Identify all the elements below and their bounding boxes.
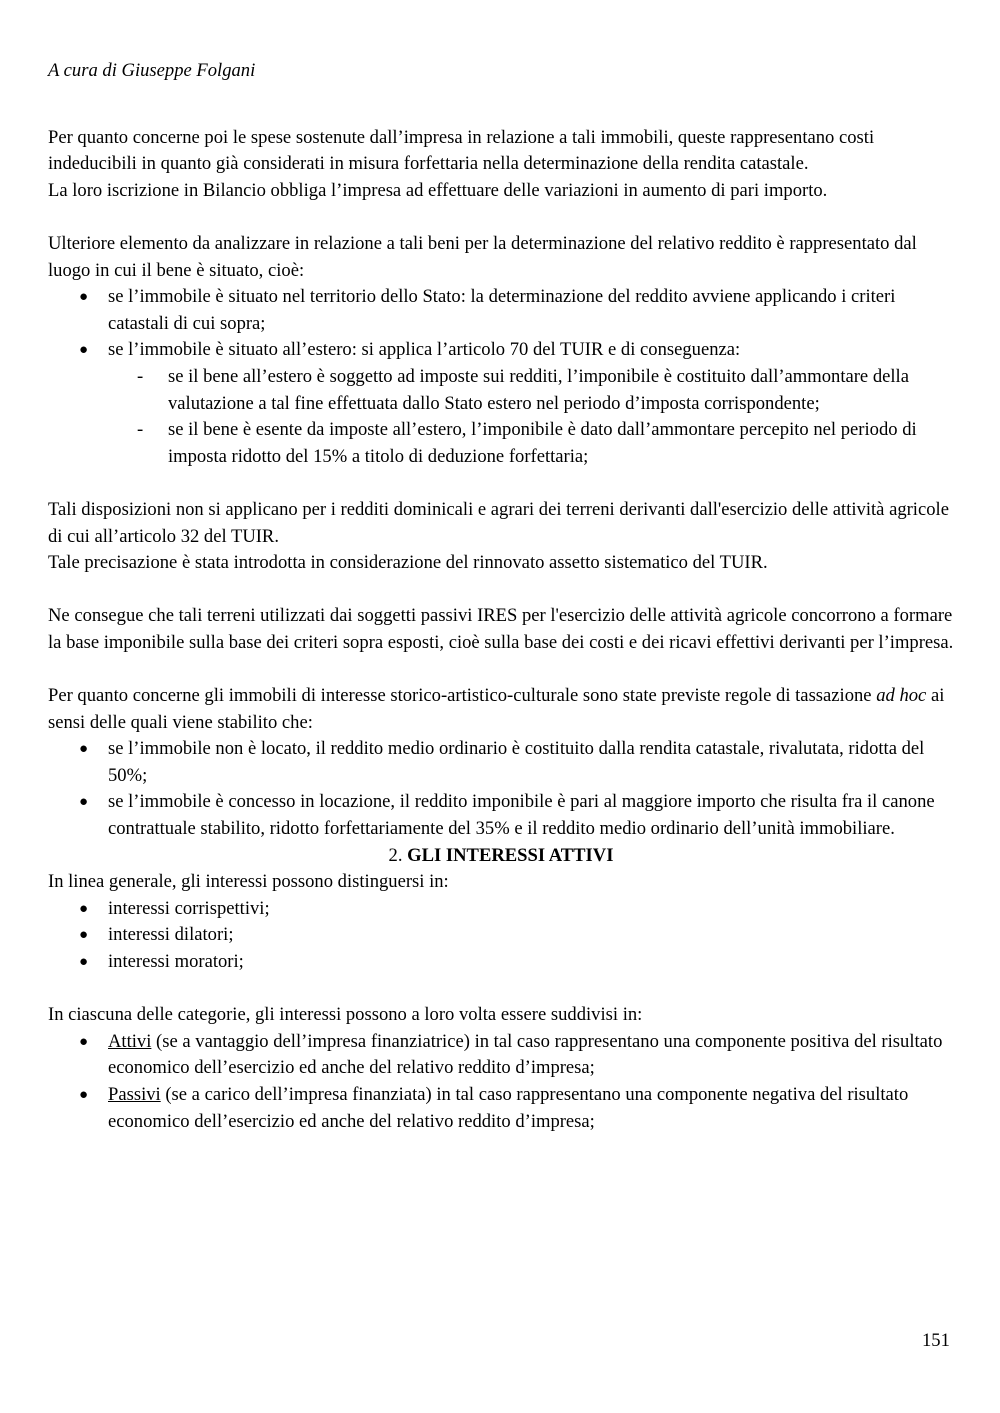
paragraph-categorie-intro: In ciascuna delle categorie, gli interessi possono a loro volta essere suddivisi in:: [48, 1004, 643, 1026]
text-attivi: (se a vantaggio dell’impresa finanziatrice) in tal caso rappresentano una componente positiva del risultato economico dell’esercizio ed anche del relativo reddito d’impresa;: [108, 1030, 943, 1079]
section-title: GLI INTERESSI ATTIVI: [407, 844, 614, 866]
storico-intro-text-1: Per quanto concerne gli immobili di interesse storico-artistico-culturale sono state previste regole di tassazione: [48, 685, 877, 707]
paragraph-storico-intro: [48, 683, 954, 736]
sublist-item-esente: - se il bene è esente da imposte all’estero, l’imponibile è dato dall’ammontare percepito nel periodo di imposta ridotto del 15% a titolo di deduzione forfettaria;: [168, 417, 954, 470]
author-header: A cura di Giuseppe Folgani: [48, 60, 256, 81]
storico-intro-text-2: ai sensi delle quali viene stabilito che:: [48, 685, 945, 733]
paragraph-disposizioni-1: Tali disposizioni non si applicano per i redditi dominicali e agrari dei terreni derivanti dall'esercizio delle attività agricole di cui all’articolo 32 del TUIR.: [48, 498, 949, 547]
document-page: [48, 58, 954, 1135]
storico-list: [48, 736, 954, 842]
list-item-passivi: [108, 1082, 954, 1135]
page-number: 151: [922, 1330, 950, 1351]
list-item: ● interessi dilatori;: [108, 922, 954, 949]
term-attivi: Attivi: [108, 1030, 152, 1052]
spacer: [48, 976, 954, 1003]
spacer: [48, 656, 954, 683]
paragraph-luogo-intro: Ulteriore elemento da analizzare in relazione a tali beni per la determinazione del relativo reddito è rappresentato dal luogo in cui il bene è situato, cioè:: [48, 232, 917, 281]
paragraph-interessi-intro: In linea generale, gli interessi possono distinguersi in:: [48, 871, 449, 893]
list-item-attivi: [108, 1029, 954, 1082]
section-heading: [48, 843, 954, 870]
list-item-stato: ● se l’immobile è situato nel territorio dello Stato: la determinazione del reddito avviene applicando i criteri catastali di cui sopra;: [108, 284, 954, 337]
spacer: [48, 577, 954, 604]
list-item: ● interessi moratori;: [108, 949, 954, 976]
categorie-list: [48, 1029, 954, 1135]
paragraph-disposizioni-2: Tale precisazione è stata introdotta in considerazione del rinnovato assetto sistematico del TUIR.: [48, 552, 768, 574]
paragraph-spese-1: Per quanto concerne poi le spese sostenute dall’impresa in relazione a tali immobili, queste rappresentano costi indeducibili in quanto già considerati in misura forfettaria nella determinazione della rendita catastale.: [48, 126, 875, 175]
text-passivi: (se a carico dell’impresa finanziata) in tal caso rappresentano una componente negativa del risultato economico dell’esercizio ed anche del relativo reddito d’impresa;: [108, 1083, 909, 1132]
estero-sublist: [108, 364, 954, 470]
storico-intro-ad-hoc: ad hoc: [876, 685, 927, 707]
interessi-list: [48, 896, 954, 976]
list-item-estero-label: se l’immobile è situato all’estero: si applica l’articolo 70 del TUIR e di conseguenza:: [108, 339, 741, 361]
term-passivi: Passivi: [108, 1083, 161, 1105]
list-item-non-locato: ● se l’immobile non è locato, il reddito medio ordinario è costituito dalla rendita catastale, rivalutata, ridotta del 50%;: [108, 736, 954, 789]
paragraph-terreni: Ne consegue che tali terreni utilizzati dai soggetti passivi IRES per l'esercizio delle attività agricole concorrono a formare la base imponibile sulla base dei criteri sopra esposti, cioè sulla base dei costi e dei ricavi effettivi derivanti per l’impresa.: [48, 605, 954, 653]
spacer: [48, 204, 954, 231]
spacer: [48, 470, 954, 497]
luogo-list: [48, 284, 954, 470]
list-item-locazione: ● se l’immobile è concesso in locazione, il reddito imponibile è pari al maggiore importo che risulta fra il canone contrattuale stabilito, ridotto forfettariamente del 35% e il reddito medio ordinario dell’unità immobiliare.: [108, 789, 954, 842]
section-number: 2.: [388, 844, 408, 866]
list-item-estero: [108, 337, 954, 470]
paragraph-spese-2: La loro iscrizione in Bilancio obbliga l’impresa ad effettuare delle variazioni in aumento di pari importo.: [48, 179, 828, 201]
sublist-item-soggetto: - se il bene all’estero è soggetto ad imposte sui redditi, l’imponibile è costituito dall’ammontare della valutazione a tal fine effettuata dallo Stato estero nel periodo d’imposta corrispondente;: [168, 364, 954, 417]
list-item: ● interessi corrispettivi;: [108, 896, 954, 923]
